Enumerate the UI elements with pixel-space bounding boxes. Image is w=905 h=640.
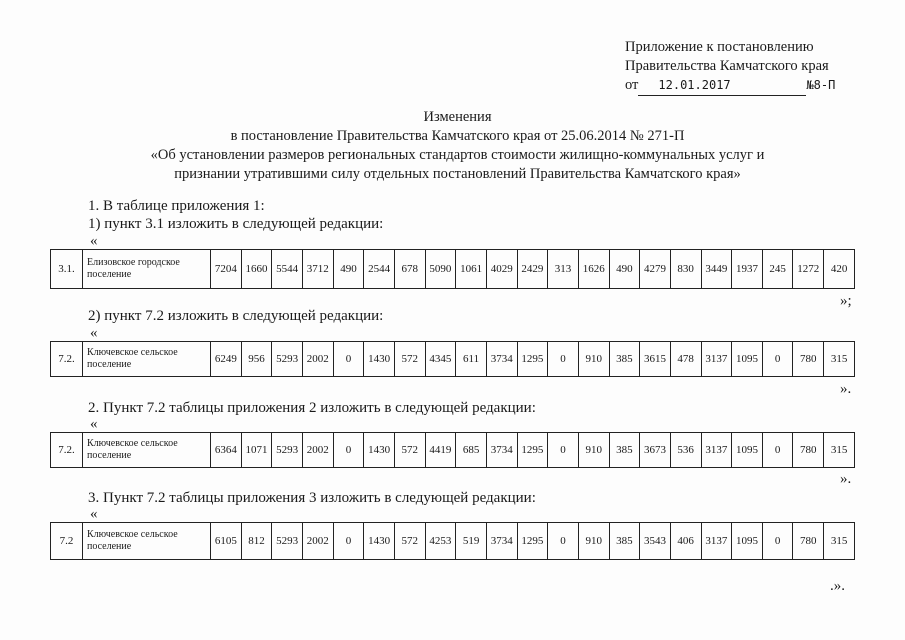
settlement-name: Елизовское городское поселение bbox=[83, 250, 211, 289]
value-cell: 1295 bbox=[517, 523, 548, 560]
value-cell: 2429 bbox=[517, 250, 548, 289]
header-date-line bbox=[625, 76, 835, 96]
row-number: 7.2 bbox=[51, 523, 83, 560]
value-cell: 3449 bbox=[701, 250, 732, 289]
value-cell: 0 bbox=[762, 523, 793, 560]
value-cell: 245 bbox=[762, 250, 793, 289]
value-cell: 385 bbox=[609, 342, 640, 377]
value-cell: 572 bbox=[394, 433, 425, 468]
table-row-section-4 bbox=[50, 522, 855, 560]
value-cell: 1095 bbox=[732, 523, 763, 560]
value-cell: 1295 bbox=[517, 342, 548, 377]
section-2-open-quote: « bbox=[90, 325, 98, 341]
value-cell: 572 bbox=[394, 342, 425, 377]
section-1-heading: 1. В таблице приложения 1: bbox=[88, 198, 265, 214]
table-row-section-2 bbox=[50, 341, 855, 377]
value-cell: 5293 bbox=[272, 523, 303, 560]
header-line-2: Правительства Камчатского края bbox=[625, 58, 829, 74]
value-cell: 1430 bbox=[364, 433, 395, 468]
value-cell: 3137 bbox=[701, 433, 732, 468]
value-cell: 2002 bbox=[302, 342, 333, 377]
value-cell: 3615 bbox=[640, 342, 671, 377]
title-line-3: «Об установлении размеров региональных стандартов стоимости жилищно-коммунальных услуг и bbox=[150, 147, 765, 163]
title-line-1: Изменения bbox=[423, 109, 492, 125]
value-cell: 910 bbox=[578, 433, 609, 468]
row-number: 7.2. bbox=[51, 433, 83, 468]
settlement-name: Ключевское сельское поселение bbox=[83, 523, 211, 560]
value-cell: 1660 bbox=[241, 250, 272, 289]
value-cell: 685 bbox=[456, 433, 487, 468]
value-cell: 1430 bbox=[364, 523, 395, 560]
value-cell: 490 bbox=[333, 250, 364, 289]
value-cell: 1272 bbox=[793, 250, 824, 289]
value-cell: 1430 bbox=[364, 342, 395, 377]
section-1-open-quote: « bbox=[90, 233, 98, 249]
value-cell: 0 bbox=[333, 342, 364, 377]
value-cell: 385 bbox=[609, 523, 640, 560]
section-2-subheading: 2) пункт 7.2 изложить в следующей редакции: bbox=[88, 308, 384, 324]
value-cell: 678 bbox=[394, 250, 425, 289]
value-cell: 5293 bbox=[272, 342, 303, 377]
value-cell: 780 bbox=[793, 342, 824, 377]
document-date: 12.01.2017 bbox=[638, 76, 806, 96]
value-cell: 830 bbox=[670, 250, 701, 289]
value-cell: 2544 bbox=[364, 250, 395, 289]
section-1-close-quote: »; bbox=[840, 293, 852, 309]
value-cell: 315 bbox=[824, 433, 855, 468]
section-3-close-quote: ». bbox=[840, 471, 852, 487]
value-cell: 0 bbox=[333, 523, 364, 560]
value-cell: 536 bbox=[670, 433, 701, 468]
value-cell: 1095 bbox=[732, 433, 763, 468]
value-cell: 490 bbox=[609, 250, 640, 289]
section-4-open-quote: « bbox=[90, 506, 98, 522]
value-cell: 0 bbox=[762, 342, 793, 377]
value-cell: 313 bbox=[548, 250, 579, 289]
value-cell: 5090 bbox=[425, 250, 456, 289]
value-cell: 3137 bbox=[701, 342, 732, 377]
value-cell: 780 bbox=[793, 433, 824, 468]
table-row-section-1 bbox=[50, 249, 855, 289]
value-cell: 0 bbox=[548, 433, 579, 468]
value-cell: 6364 bbox=[211, 433, 242, 468]
value-cell: 3543 bbox=[640, 523, 671, 560]
value-cell: 5293 bbox=[272, 433, 303, 468]
value-cell: 1626 bbox=[578, 250, 609, 289]
value-cell: 3734 bbox=[486, 433, 517, 468]
section-2-close-quote: ». bbox=[840, 381, 852, 397]
section-4-close-quote: .». bbox=[830, 578, 845, 594]
row-number: 3.1. bbox=[51, 250, 83, 289]
section-3-open-quote: « bbox=[90, 416, 98, 432]
value-cell: 406 bbox=[670, 523, 701, 560]
value-cell: 611 bbox=[456, 342, 487, 377]
value-cell: 7204 bbox=[211, 250, 242, 289]
value-cell: 4253 bbox=[425, 523, 456, 560]
section-4-heading: 3. Пункт 7.2 таблицы приложения 3 изложить в следующей редакции: bbox=[88, 490, 536, 506]
value-cell: 572 bbox=[394, 523, 425, 560]
value-cell: 385 bbox=[609, 433, 640, 468]
appendix-header bbox=[625, 38, 835, 96]
document-title bbox=[60, 108, 855, 184]
value-cell: 3673 bbox=[640, 433, 671, 468]
value-cell: 1295 bbox=[517, 433, 548, 468]
value-cell: 1061 bbox=[456, 250, 487, 289]
value-cell: 4279 bbox=[640, 250, 671, 289]
value-cell: 2002 bbox=[302, 433, 333, 468]
row-number: 7.2. bbox=[51, 342, 83, 377]
value-cell: 315 bbox=[824, 342, 855, 377]
value-cell: 3712 bbox=[302, 250, 333, 289]
settlement-name: Ключевское сельское поселение bbox=[83, 433, 211, 468]
value-cell: 0 bbox=[548, 342, 579, 377]
header-line-1: Приложение к постановлению bbox=[625, 39, 814, 55]
settlement-name: Ключевское сельское поселение bbox=[83, 342, 211, 377]
value-cell: 910 bbox=[578, 523, 609, 560]
value-cell: 5544 bbox=[272, 250, 303, 289]
value-cell: 910 bbox=[578, 342, 609, 377]
value-cell: 6105 bbox=[211, 523, 242, 560]
value-cell: 2002 bbox=[302, 523, 333, 560]
value-cell: 780 bbox=[793, 523, 824, 560]
value-cell: 0 bbox=[762, 433, 793, 468]
date-prefix: от bbox=[625, 77, 639, 93]
document-number: №8-П bbox=[806, 78, 836, 92]
value-cell: 1071 bbox=[241, 433, 272, 468]
title-line-2: в постановление Правительства Камчатского края от 25.06.2014 № 271-П bbox=[230, 128, 685, 144]
value-cell: 315 bbox=[824, 523, 855, 560]
value-cell: 0 bbox=[333, 433, 364, 468]
value-cell: 4345 bbox=[425, 342, 456, 377]
section-3-heading: 2. Пункт 7.2 таблицы приложения 2 изложить в следующей редакции: bbox=[88, 400, 536, 416]
table-row-section-3 bbox=[50, 432, 855, 468]
value-cell: 6249 bbox=[211, 342, 242, 377]
value-cell: 3734 bbox=[486, 342, 517, 377]
value-cell: 0 bbox=[548, 523, 579, 560]
value-cell: 478 bbox=[670, 342, 701, 377]
value-cell: 812 bbox=[241, 523, 272, 560]
title-line-4: признании утратившими силу отдельных постановлений Правительства Камчатского края» bbox=[174, 166, 741, 182]
section-1-subheading: 1) пункт 3.1 изложить в следующей редакции: bbox=[88, 216, 384, 232]
value-cell: 3137 bbox=[701, 523, 732, 560]
value-cell: 4419 bbox=[425, 433, 456, 468]
value-cell: 519 bbox=[456, 523, 487, 560]
value-cell: 420 bbox=[824, 250, 855, 289]
value-cell: 1095 bbox=[732, 342, 763, 377]
value-cell: 4029 bbox=[486, 250, 517, 289]
value-cell: 3734 bbox=[486, 523, 517, 560]
value-cell: 1937 bbox=[732, 250, 763, 289]
value-cell: 956 bbox=[241, 342, 272, 377]
